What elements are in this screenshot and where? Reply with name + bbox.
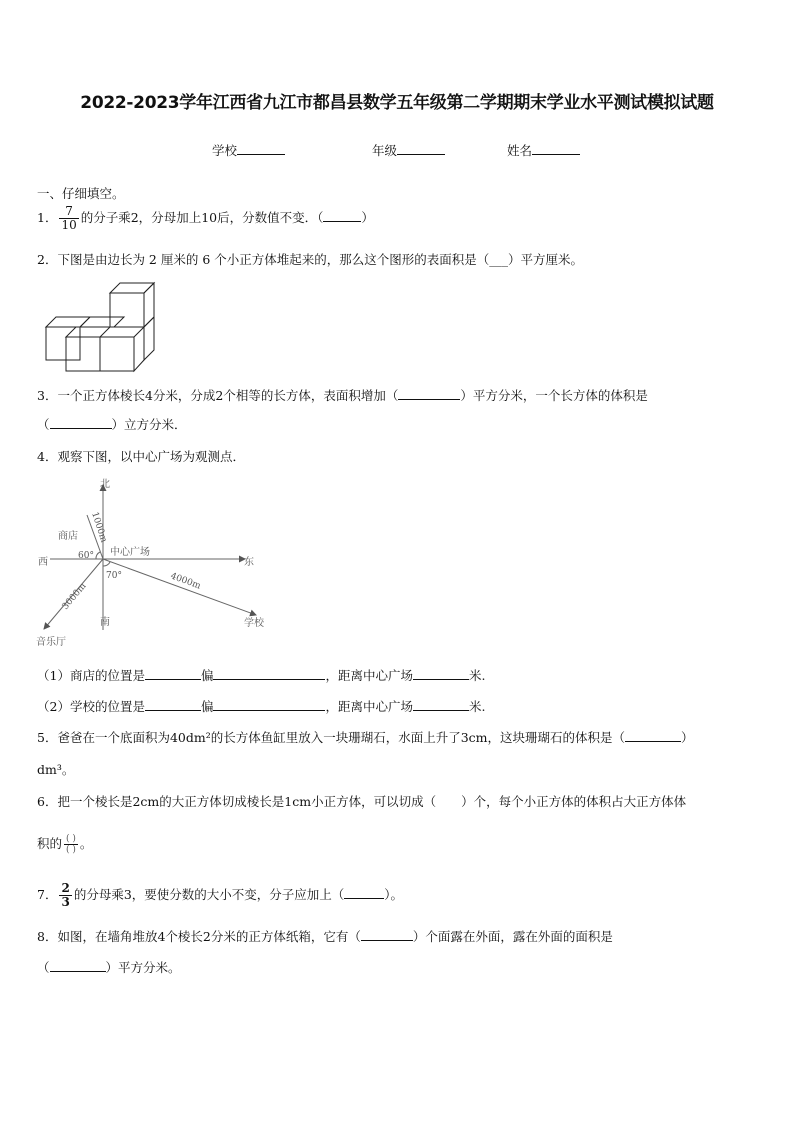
label-north: 北 bbox=[100, 479, 110, 490]
q8-text-d: ）平方分米。 bbox=[105, 960, 181, 975]
angle-arc-shop bbox=[96, 552, 100, 559]
direction-map bbox=[30, 475, 280, 655]
q6-text-a: 积的 bbox=[37, 836, 63, 851]
question-6-line1: 6．把一个棱长是2cm的大正方体切成棱长是1cm小正方体，可以切成（ ）个，每个小正方体的体积占大正方体体 bbox=[37, 794, 687, 809]
label-east: 东 bbox=[244, 557, 254, 568]
q6-fraction-numerator: ( ) bbox=[66, 834, 76, 844]
q4-sub1-blank-3[interactable] bbox=[413, 666, 469, 680]
label-south: 南 bbox=[100, 617, 110, 628]
q4-sub1-blank-1[interactable] bbox=[145, 666, 201, 680]
name-blank[interactable] bbox=[532, 141, 580, 155]
name-field bbox=[507, 141, 580, 159]
q4-sub2-text-d: 米. bbox=[469, 699, 486, 714]
q8-blank-2[interactable] bbox=[50, 958, 106, 972]
q1-fraction-denominator: 10 bbox=[61, 218, 77, 232]
cube-top-top bbox=[110, 283, 154, 293]
q4-sub2-text-b: 偏 bbox=[200, 699, 214, 714]
q8-blank-1[interactable] bbox=[361, 927, 413, 941]
section-heading: 一、仔细填空。 bbox=[37, 186, 125, 201]
question-4-sub1 bbox=[37, 666, 485, 684]
question-4-sub2 bbox=[37, 697, 485, 715]
cube-front-top bbox=[66, 327, 110, 337]
q7-fraction bbox=[59, 882, 71, 909]
grade-label: 年级 bbox=[372, 143, 398, 158]
q3-text-c: （ bbox=[37, 417, 50, 432]
label-angle-school: 70° bbox=[106, 571, 122, 581]
cube-back-top bbox=[46, 317, 90, 327]
q1-paren-open: （ bbox=[317, 210, 324, 225]
q5-text-a: 5．爸爸在一个底面积为40dm²的长方体鱼缸里放入一块珊瑚石，水面上升了3cm，这块珊瑚石的体积是（ bbox=[37, 730, 626, 745]
label-shop: 商店 bbox=[58, 531, 78, 542]
q8-text-b: ）个面露在外面，露在外面的面积是 bbox=[412, 929, 613, 944]
question-4: 4．观察下图，以中心广场为观测点． bbox=[37, 449, 245, 464]
cube-front-1 bbox=[66, 337, 100, 371]
q4-sub2-text-c: ，距离中心广场 bbox=[325, 699, 413, 714]
question-8-line1 bbox=[37, 927, 613, 945]
grade-field bbox=[372, 141, 445, 159]
q8-text-a: 8．如图，在墙角堆放4个棱长2分米的正方体纸箱，它有（ bbox=[37, 929, 361, 944]
q1-fraction bbox=[59, 205, 78, 232]
question-7 bbox=[37, 882, 403, 909]
question-5-line1 bbox=[37, 728, 694, 746]
cube-back2-top bbox=[80, 317, 124, 327]
q4-sub2-blank-2[interactable] bbox=[213, 697, 325, 711]
q4-sub1-text-d: 米. bbox=[469, 668, 486, 683]
q7-text-b: ）。 bbox=[384, 887, 404, 902]
q4-sub1-blank-2[interactable] bbox=[213, 666, 325, 680]
cube-right-side bbox=[144, 317, 154, 360]
q3-blank-1[interactable] bbox=[398, 386, 460, 400]
cube-back-front bbox=[46, 327, 80, 360]
q3-text-b: ）平方分米，一个长方体的体积是 bbox=[460, 388, 648, 403]
label-school: 学校 bbox=[244, 618, 264, 629]
school-field bbox=[212, 141, 285, 159]
angle-arc-school bbox=[103, 562, 110, 566]
q7-fraction-denominator: 3 bbox=[61, 895, 70, 909]
label-music: 音乐厅 bbox=[36, 637, 66, 648]
label-angle-shop: 60° bbox=[78, 551, 94, 561]
label-dist-school: 4000m bbox=[168, 571, 202, 592]
q1-answer-blank[interactable] bbox=[323, 208, 361, 222]
q7-number: 7． bbox=[37, 887, 58, 902]
q4-sub2-blank-3[interactable] bbox=[413, 697, 469, 711]
question-3-line2 bbox=[37, 415, 187, 433]
name-label: 姓名 bbox=[507, 143, 533, 158]
cube-front-side bbox=[134, 327, 144, 371]
page-title: 2022-2023学年江西省九江市都昌县数学五年级第二学期期末学业水平测试模拟试题 bbox=[80, 93, 714, 113]
q5-blank[interactable] bbox=[625, 728, 681, 742]
q6-fraction-denominator: ( ) bbox=[66, 845, 76, 855]
cube-top-front bbox=[110, 293, 144, 327]
q6-text-b: 。 bbox=[79, 836, 93, 851]
q3-blank-2[interactable] bbox=[50, 415, 112, 429]
q1-text: 的分子乘2，分母加上10后，分数值不变． bbox=[80, 210, 318, 225]
label-center: 中心广场 bbox=[110, 547, 150, 558]
question-2: 2．下图是由边长为 2 厘米的 6 个小正方体堆起来的，那么这个图形的表面积是（___）平方厘米。 bbox=[37, 252, 584, 267]
q3-text-d: ）立方分米． bbox=[111, 417, 187, 432]
q3-text-a: 3．一个正方体棱长4分米，分成2个相等的长方体，表面积增加（ bbox=[37, 388, 399, 403]
label-west: 西 bbox=[38, 557, 48, 568]
question-8-line2 bbox=[37, 958, 181, 976]
q4-sub2-text-a: （2）学校的位置是 bbox=[37, 699, 145, 714]
q1-fraction-numerator: 7 bbox=[59, 205, 78, 219]
q4-sub1-text-b: 偏 bbox=[200, 668, 214, 683]
q7-blank[interactable] bbox=[344, 885, 384, 899]
label-dist-music: 3000m bbox=[60, 581, 89, 612]
question-3-line1 bbox=[37, 386, 648, 404]
q4-sub1-text-c: ，距离中心广场 bbox=[325, 668, 413, 683]
q1-paren-close: ） bbox=[361, 210, 374, 225]
q4-sub1-text-a: （1）商店的位置是 bbox=[37, 668, 145, 683]
cube-front-2 bbox=[100, 337, 134, 371]
school-ray bbox=[103, 559, 256, 615]
question-1 bbox=[37, 205, 374, 232]
cube-stack-figure bbox=[40, 280, 165, 375]
q1-number: 1． bbox=[37, 210, 58, 225]
q8-text-c: （ bbox=[37, 960, 50, 975]
question-5-line2: dm³。 bbox=[37, 762, 75, 777]
cube-top-side bbox=[144, 283, 154, 327]
school-blank[interactable] bbox=[237, 141, 285, 155]
question-6-line2 bbox=[37, 834, 92, 855]
q5-text-b: ） bbox=[681, 730, 694, 745]
q7-text-a: 的分母乘3，要使分数的大小不变，分子应加上（ bbox=[73, 887, 345, 902]
q4-sub2-blank-1[interactable] bbox=[145, 697, 201, 711]
school-label: 学校 bbox=[212, 143, 238, 158]
label-dist-shop: 1000m bbox=[89, 510, 109, 544]
grade-blank[interactable] bbox=[397, 141, 445, 155]
q7-fraction-numerator: 2 bbox=[61, 881, 70, 895]
q6-fraction bbox=[64, 834, 78, 855]
